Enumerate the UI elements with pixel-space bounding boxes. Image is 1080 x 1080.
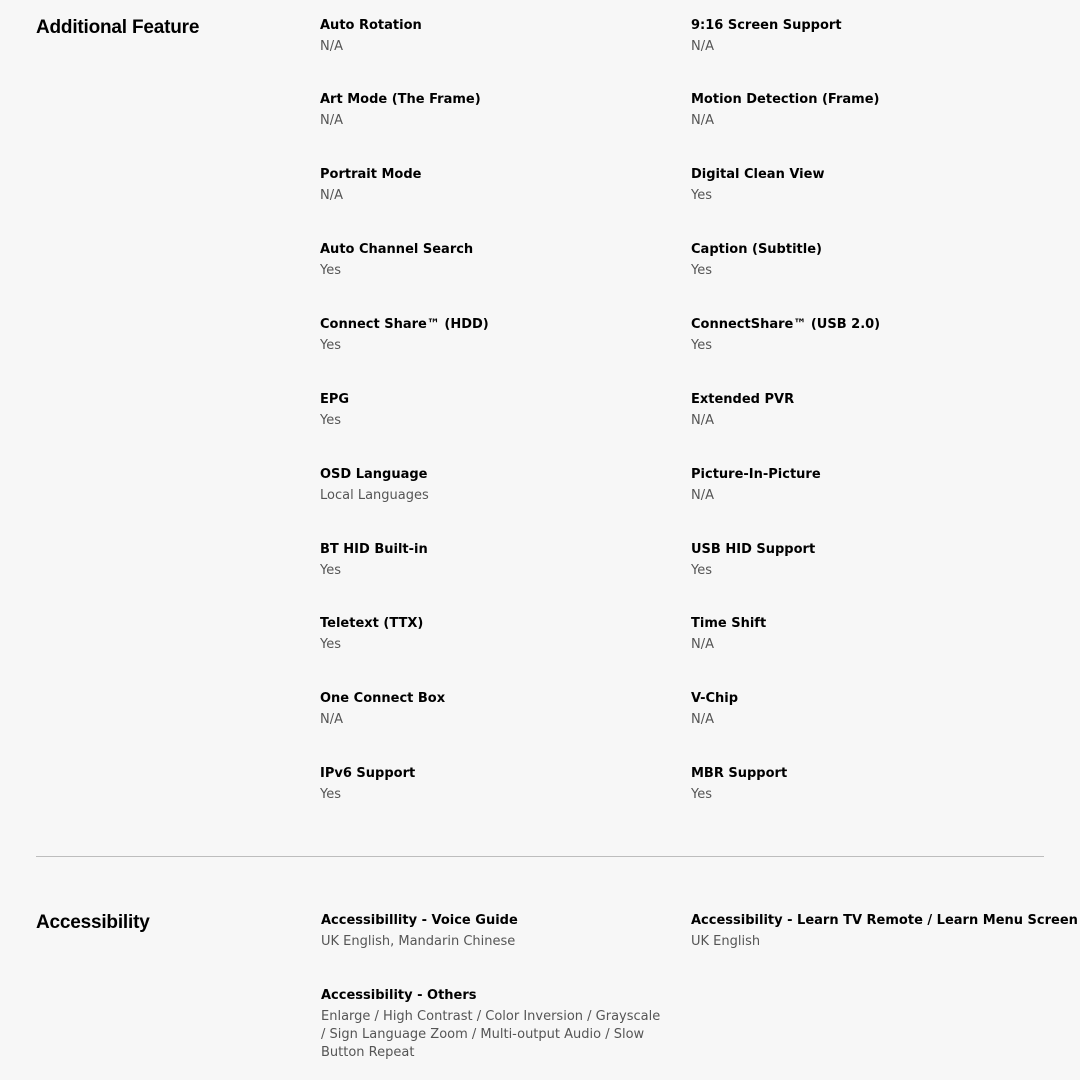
spec-item-digital-clean-view [691, 166, 824, 205]
spec-item-extended-pvr [691, 391, 794, 430]
spec-item-9-16-screen-support [691, 17, 842, 56]
spec-item-portrait-mode [320, 166, 421, 205]
spec-value: N/A [691, 413, 714, 428]
spec-item-auto-rotation [320, 17, 422, 56]
spec-item-voice-guide [321, 912, 518, 951]
spec-value: Yes [320, 787, 341, 802]
spec-label: Connect Share™ (HDD) [320, 317, 489, 332]
spec-item-art-mode [320, 91, 481, 130]
spec-value: Yes [320, 413, 341, 428]
spec-item-bt-hid-built-in [320, 541, 428, 580]
spec-value: Local Languages [320, 488, 429, 503]
spec-value: UK English, Mandarin Chinese [321, 934, 516, 949]
spec-value: Yes [691, 787, 712, 802]
spec-item-auto-channel-search [320, 241, 473, 280]
section-title-additional-feature: Additional Feature [36, 17, 200, 38]
spec-value: N/A [691, 488, 714, 503]
spec-item-caption [691, 241, 822, 280]
spec-item-v-chip [691, 690, 738, 729]
spec-label: Picture-In-Picture [691, 467, 821, 482]
spec-value: N/A [320, 712, 343, 727]
spec-label: MBR Support [691, 766, 788, 781]
spec-value: N/A [320, 39, 343, 54]
spec-item-learn-tv-remote [691, 912, 1078, 951]
spec-value: Yes [320, 637, 341, 652]
spec-value: N/A [691, 39, 714, 54]
spec-value: Yes [691, 263, 712, 278]
spec-label: Extended PVR [691, 392, 795, 407]
spec-item-osd-language [320, 466, 429, 505]
spec-value: Yes [320, 338, 341, 353]
spec-value: N/A [691, 113, 714, 128]
spec-value: N/A [691, 637, 714, 652]
spec-label: EPG [320, 392, 350, 407]
spec-label: Accessibility - Learn TV Remote / Learn Menu Screen [691, 913, 1078, 928]
spec-item-ipv6-support [320, 765, 415, 804]
spec-label: Caption (Subtitle) [691, 242, 822, 257]
spec-label: ConnectShare™ (USB 2.0) [691, 317, 881, 332]
spec-label: Motion Detection (Frame) [691, 92, 880, 107]
spec-label: Accessibility - Others [321, 988, 477, 1003]
spec-item-mbr-support [691, 765, 787, 804]
spec-value: UK English [691, 934, 761, 949]
spec-item-time-shift [691, 615, 766, 654]
spec-item-teletext [320, 615, 423, 654]
spec-label: Accessibillity - Voice Guide [321, 913, 518, 928]
spec-item-epg [320, 391, 349, 430]
spec-value: Yes [320, 263, 341, 278]
spec-item-connect-share-usb [691, 316, 880, 355]
spec-label: Portrait Mode [320, 167, 422, 182]
spec-label: One Connect Box [320, 691, 446, 706]
spec-label: BT HID Built-in [320, 542, 428, 557]
spec-value: N/A [320, 188, 343, 203]
spec-label: Digital Clean View [691, 167, 825, 182]
spec-label: USB HID Support [691, 542, 816, 557]
spec-label: Time Shift [691, 616, 767, 631]
spec-label: OSD Language [320, 467, 428, 482]
spec-value: Enlarge / High Contrast / Color Inversion / Grayscale / Sign Language Zoom / Multi-output Audio / Slow Button Repeat [321, 1009, 661, 1060]
spec-value: Yes [691, 338, 712, 353]
spec-label: Teletext (TTX) [320, 616, 424, 631]
spec-item-picture-in-picture [691, 466, 821, 505]
spec-item-usb-hid-support [691, 541, 815, 580]
spec-item-motion-detection [691, 91, 879, 130]
spec-value: N/A [691, 712, 714, 727]
spec-value: N/A [320, 113, 343, 128]
spec-label: Auto Rotation [320, 18, 422, 33]
spec-value: Yes [320, 563, 341, 578]
spec-item-one-connect-box [320, 690, 445, 729]
spec-label: IPv6 Support [320, 766, 416, 781]
spec-label: Art Mode (The Frame) [320, 92, 481, 107]
section-divider [36, 856, 1044, 857]
spec-value: Yes [691, 188, 712, 203]
spec-label: 9:16 Screen Support [691, 18, 842, 33]
spec-item-connect-share-hdd [320, 316, 489, 355]
spec-label: Auto Channel Search [320, 242, 474, 257]
spec-value: Yes [691, 563, 712, 578]
spec-item-accessibility-others [321, 987, 666, 1062]
section-title-accessibility: Accessibility [36, 912, 150, 933]
spec-label: V-Chip [691, 691, 739, 706]
